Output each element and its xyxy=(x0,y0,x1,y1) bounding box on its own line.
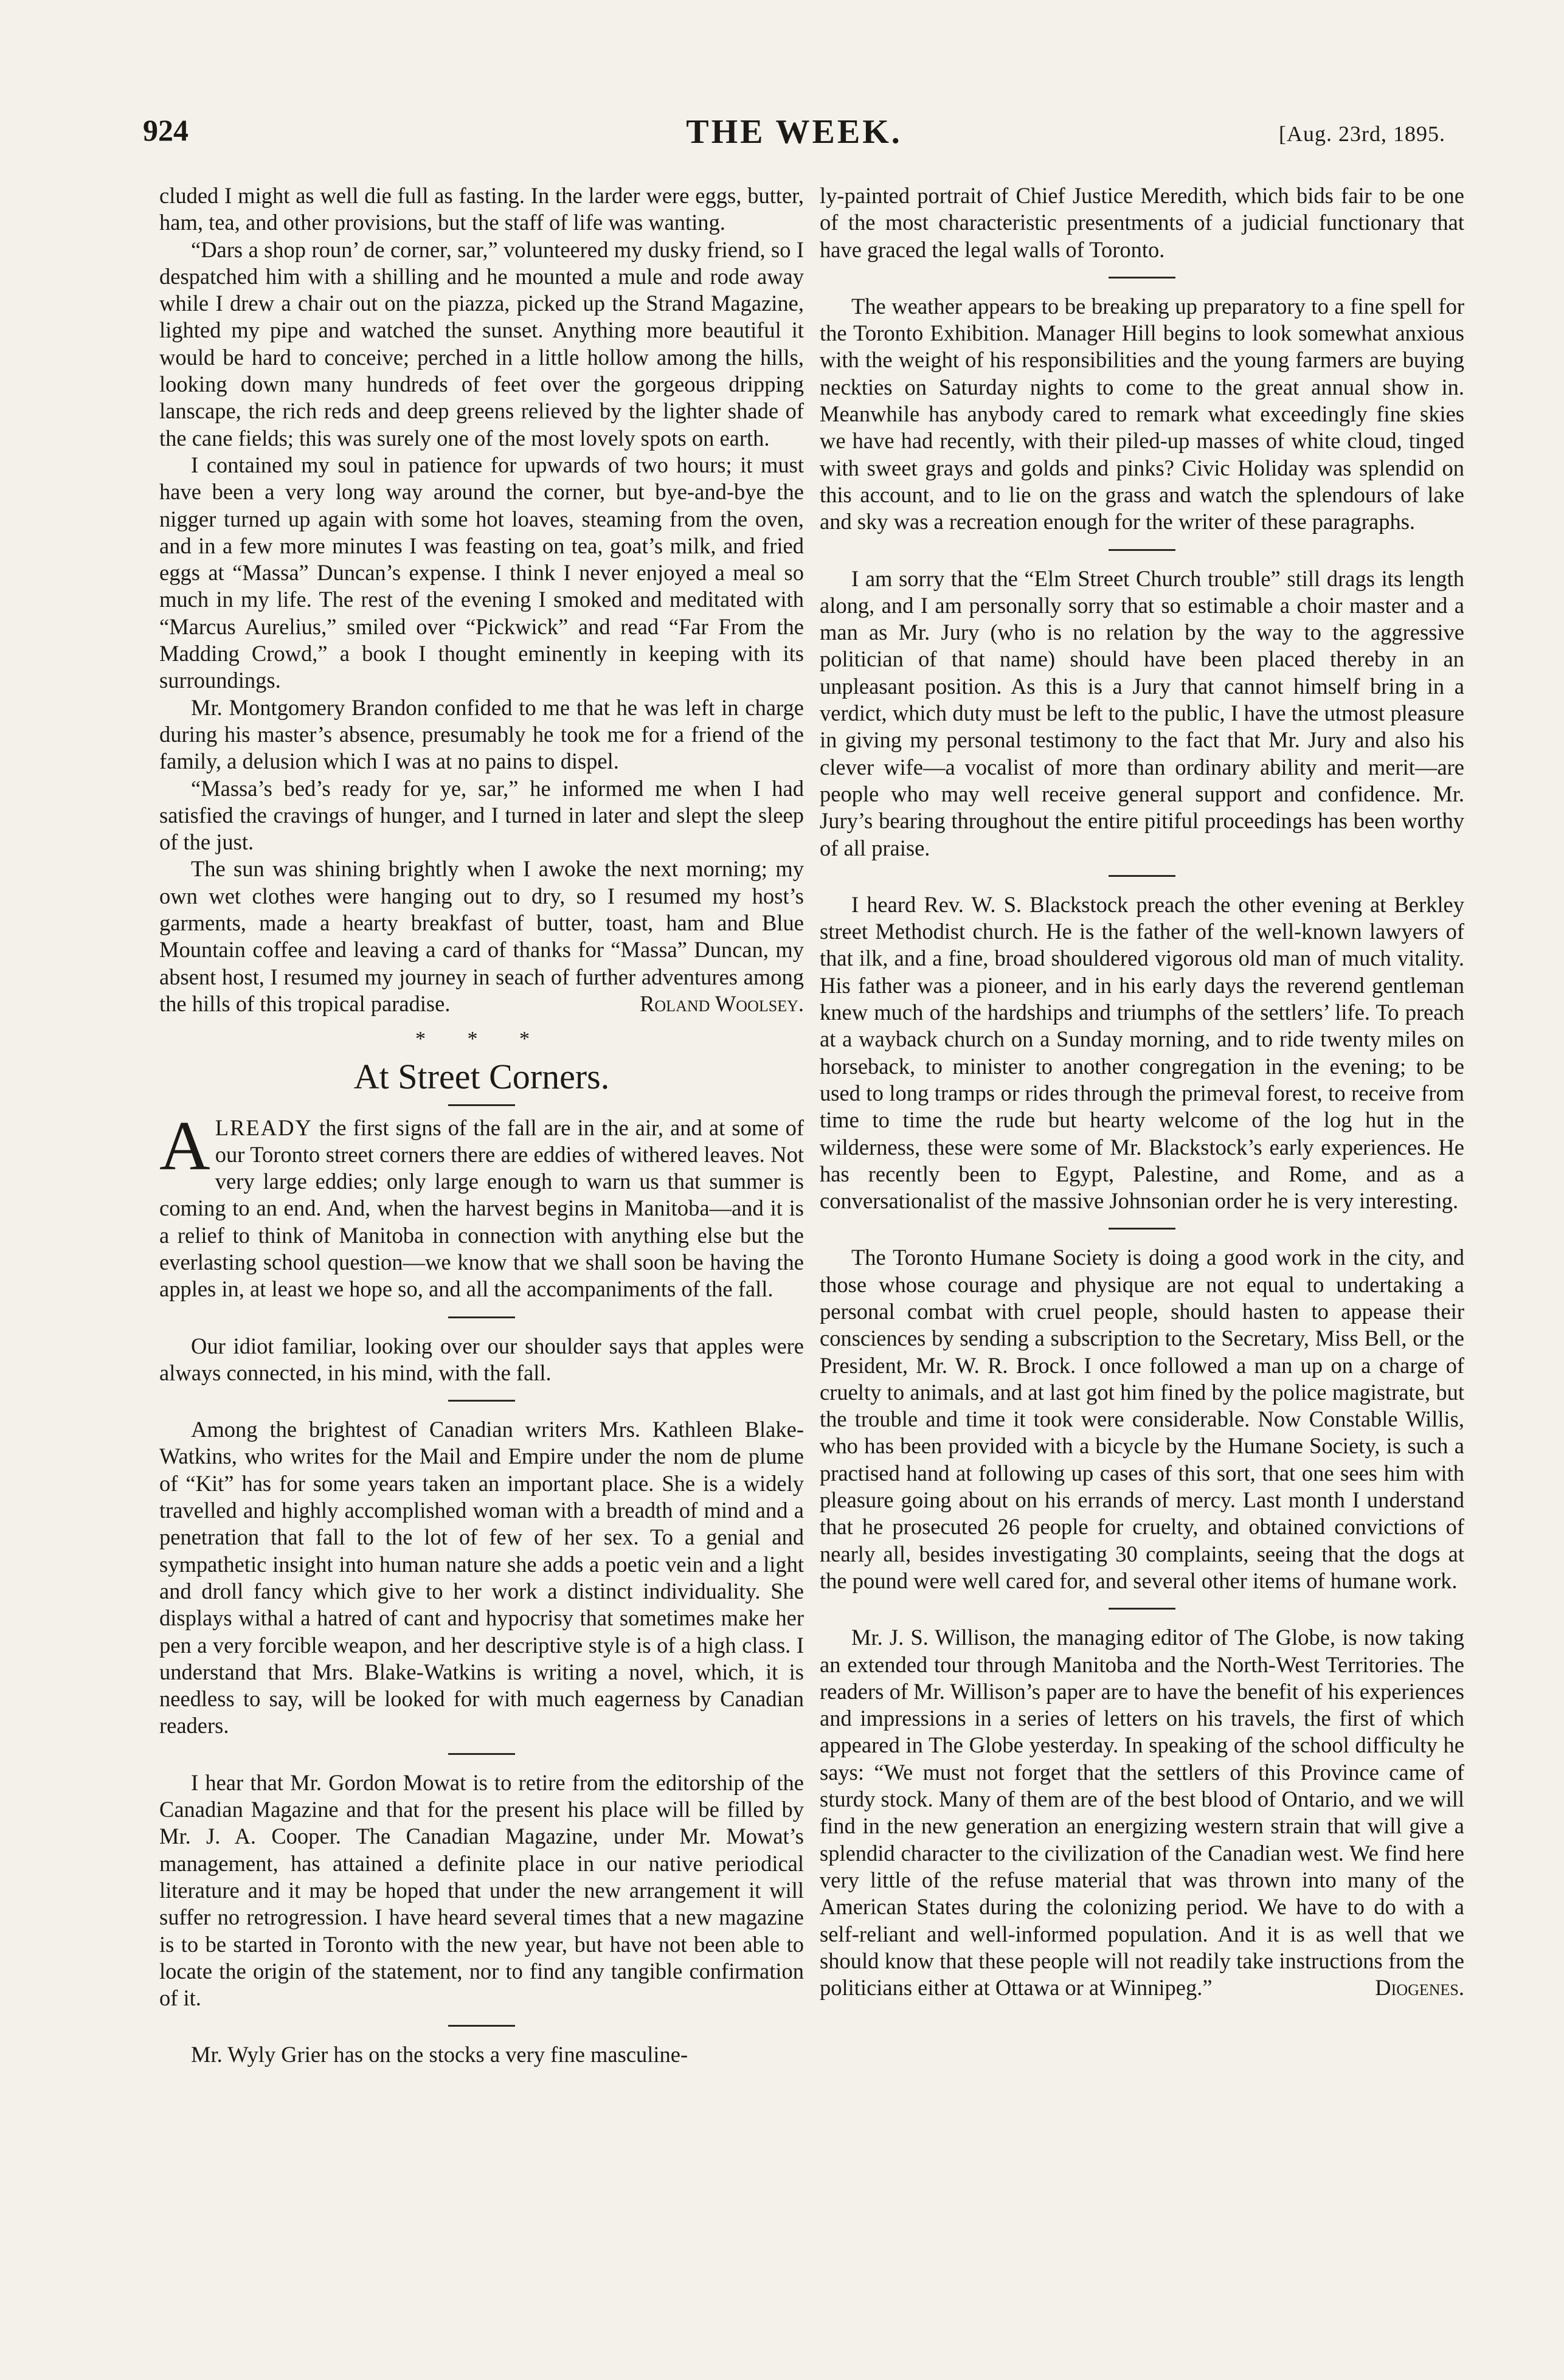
right-column xyxy=(820,182,1464,2001)
divider xyxy=(448,1104,515,1106)
paragraph: I heard Rev. W. S. Blackstock preach the other evening at Berkley street Methodist church. He is the father of the well-known lawyers of that ilk, and a fine, broad shouldered vigorous old man of much vitality. His father was a pioneer, and in his early days the reverend gentleman knew much of the hardships and triumphs of the settlers’ life. To preach at a wayback church on a Sunday morning, and to ride twenty miles on horseback, to minister to another congregation in the evening; to be used to long tramps or rides through the primeval forest, to receive from time to time the rude but hearty welcome of the log hut in the wilderness, these were some of Mr. Blackstock’s early experiences. He has recently been to Egypt, Palestine, and Rome, and as a conversationalist of the massive Johnsonian order he is very interesting. xyxy=(820,891,1464,1214)
opening-caps: LREADY xyxy=(215,1115,313,1140)
paragraph xyxy=(820,1624,1464,2001)
divider xyxy=(1109,549,1175,551)
masthead-title: THE WEEK. xyxy=(686,113,902,151)
divider xyxy=(448,1753,515,1755)
paragraph: “Dars a shop roun’ de corner, sar,” volunteered my dusky friend, so I despatched him with a shilling and he mounted a mule and rode away while I drew a chair out on the piazza, picked up the Strand Magazine, lighted my pipe and watched the sunset. Anything more beautiful it would be hard to conceive; perched in a little hollow among the hills, looking down many hundreds of feet over the gorgeous dripping lanscape, the rich reds and deep greens relieved by the lighter shade of the cane fields; this was surely one of the most lovely spots on earth. xyxy=(159,237,804,451)
paragraph: cluded I might as well die full as fasting. In the larder were eggs, butter, ham, tea, and other provisions, but the staff of life was wanting. xyxy=(159,183,804,235)
divider xyxy=(1109,277,1175,278)
divider xyxy=(1109,1608,1175,1610)
section-title: At Street Corners. xyxy=(353,1056,610,1096)
left-column xyxy=(159,182,804,2069)
paragraph xyxy=(159,856,804,1017)
paragraph-text: The sun was shining brightly when I awoke the next morning; my own wet clothes were hanging out to dry, so I resumed my host’s garments, made a hearty breakfast of butter, toast, ham and Blue Mountain coffee and leaving a card of thanks for “Massa” Duncan, my absent host, I resumed my journey in seach of further adventures among the hills of this tropical paradise. xyxy=(159,856,804,1016)
paragraph: Among the brightest of Canadian writers Mrs. Kathleen Blake-Watkins, who writes for the Mail and Empire under the nom de plume of “Kit” has for some years taken an important place. She is a widely travelled and highly accomplished woman with a breadth of mind and a penetration that fall to the lot of few of her sex. To a genial and sympathetic insight into human nature she adds a poetic vein and a light and droll fancy which give to her work a distinct individuality. She displays withal a hatred of cant and hypocrisy that sometimes make her pen a very forcible weapon, and her descriptive style is of a high class. I understand that Mrs. Blake-Watkins is writing a novel, which, it is needless to say, will be looked for with much eagerness by Canadian readers. xyxy=(159,1417,804,1738)
divider xyxy=(1109,875,1175,877)
asterism-divider: * * * xyxy=(415,1028,548,1051)
paragraph: The Toronto Humane Society is doing a good work in the city, and those whose courage and physique are not equal to undertaking a personal combat with cruel people, should hasten to appease their consciences by sending a subscription to the Secretary, Miss Bell, or the President, Mr. W. R. Brock. I once followed a man up on a charge of cruelty to animals, and at last got him fined by the police magistrate, but the trouble and time it took were considerable. Now Constable Willis, who has been provided with a bicycle by the Humane Society, is such a practised hand at following up cases of this sort, that one sees him with pleasure going about on his errands of mercy. Last month I understand that he prosecuted 26 people for cruelty, and obtained convictions of nearly all, besides investigating 30 complaints, seeing that the dogs at the pound were well cared for, and several other items of humane work. xyxy=(820,1245,1464,1593)
paragraph: I hear that Mr. Gordon Mowat is to retire from the editorship of the Canadian Magazine and that for the present his place will be filled by Mr. J. A. Cooper. The Canadian Magazine, under Mr. Mowat’s management, has attained a definite place in our native periodical literature and it may be hoped that under the new arrangement it will suffer no retrogression. I have heard several times that a new magazine is to be started in Toronto with the new year, but have not been able to locate the origin of the statement, nor to find any tangible confirmation of it. xyxy=(159,1769,804,2011)
page-number: 924 xyxy=(143,113,189,147)
drop-cap: A xyxy=(159,1107,210,1185)
paragraph: ly-painted portrait of Chief Justice Meredith, which bids fair to be one of the most characteristic presentments of a judicial functionary that have graced the legal walls of Toronto. xyxy=(820,183,1464,262)
paragraph-text: Mr. J. S. Willison, the managing editor of The Globe, is now taking an extended tour through Manitoba and the North-West Territories. The readers of Mr. Willison’s paper are to have the benefit of his experiences and impressions in a series of letters on his travels, the first of which appeared in The Globe yesterday. In speaking of the school difficulty he says: “We must not forget that the settlers of this Province came of sturdy stock. Many of them are of the best blood of Ontario, and we will find in the new generation an energizing western strain that will give a splendid character to the civilization of the Canadian west. We find here very little of the refuse material that was thrown into many of the American States during the colonizing period. We have to do with a self-reliant and well-informed population. And it is as well that we should know that these people will not readily take instructions from the politicians either at Ottawa or at Winnipeg.” xyxy=(820,1625,1464,2001)
paragraph: The weather appears to be breaking up preparatory to a fine spell for the Toronto Exhibition. Manager Hill begins to look somewhat anxious with the weight of his responsibilities and the young farmers are buying neckties on Saturday nights to come to the great annual show in. Meanwhile has anybody cared to remark what exceedingly fine skies we have had recently, with their piled-up masses of white cloud, tinged with sweet grays and golds and pinks? Civic Holiday was splendid on this account, and to lie on the grass and watch the splendours of lake and sky was a recreation enough for the writer of these paragraphs. xyxy=(820,293,1464,534)
paragraph xyxy=(159,1107,804,1303)
paragraph: Mr. Montgomery Brandon confided to me that he was left in charge during his master’s absence, presumably he took me for a friend of the family, a delusion which I was at no pains to dispel. xyxy=(159,694,804,774)
divider xyxy=(448,1400,515,1402)
divider xyxy=(448,1316,515,1318)
page-header xyxy=(143,112,1445,167)
divider xyxy=(1109,1228,1175,1230)
paragraph: Our idiot familiar, looking over our shoulder says that apples were always connected, in his mind, with the fall. xyxy=(159,1333,804,1385)
paragraph: “Massa’s bed’s ready for ye, sar,” he informed me when I had satisfied the cravings of hunger, and I turned in later and slept the sleep of the just. xyxy=(159,775,804,855)
author-signature: Diogenes. xyxy=(1375,1975,1464,2001)
paragraph: Mr. Wyly Grier has on the stocks a very fine masculine- xyxy=(191,2042,688,2067)
author-signature: Roland Woolsey. xyxy=(640,991,804,1016)
issue-date: [Aug. 23rd, 1895. xyxy=(1279,122,1445,146)
paragraph: I am sorry that the “Elm Street Church trouble” still drags its length along, and I am personally sorry that so estimable a choir master and a man as Mr. Jury (who is no relation by the way to the aggressive politician of that name) should have been placed thereby in an unpleasant position. As this is a Jury that cannot himself bring in a verdict, which duty must be left to the public, I have the utmost pleasure in giving my personal testimony to the fact that Mr. Jury and also his clever wife—a vocalist of more than ordinary ability and merit—are people who may well receive general support and confidence. Mr. Jury’s bearing throughout the entire pitiful proceedings has been worthy of all praise. xyxy=(820,566,1464,860)
divider xyxy=(448,2025,515,2027)
paragraph-text: the first signs of the fall are in the air, and at some of our Toronto street corners there are eddies of withered leaves. Not very large eddies; only large enough to warn us that summer is coming to an end. And, when the harvest begins in Manitoba—and it is a relief to think of Manitoba in connection with anything else but the everlasting school question—we know that we shall soon be having the apples in, at least we hope so, and all the accompaniments of the fall. xyxy=(159,1115,804,1302)
paragraph: I contained my soul in patience for upwards of two hours; it must have been a very long way around the corner, but bye-and-bye the nigger turned up again with some hot loaves, steaming from the oven, and in a few more minutes I was feasting on tea, goat’s milk, and fried eggs at “Massa” Duncan’s expense. I think I never enjoyed a meal so much in my life. The rest of the evening I smoked and meditated with “Marcus Aurelius,” smiled over “Pickwick” and read “Far From the Madding Crowd,” a book I thought eminently in keeping with its surroundings. xyxy=(159,452,804,693)
